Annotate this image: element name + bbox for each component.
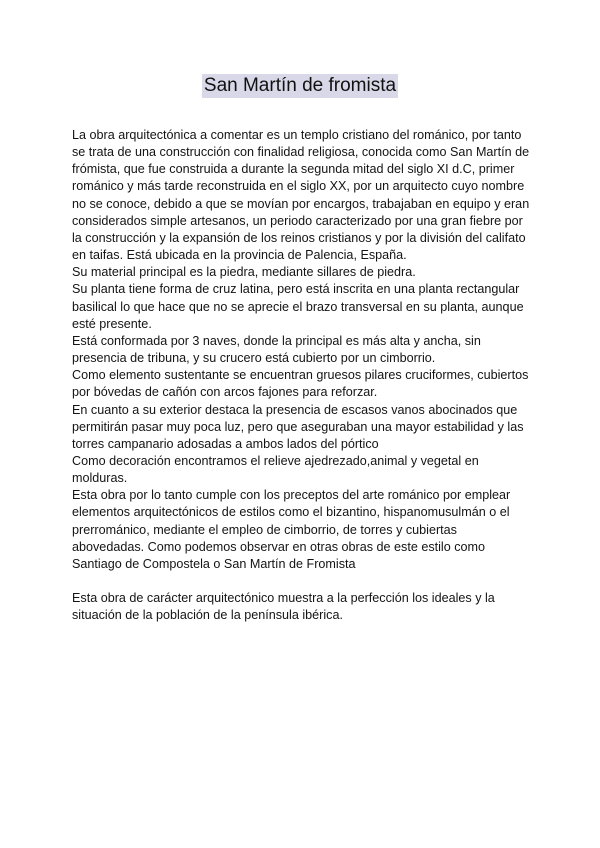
paragraph-decoracion: Como decoración encontramos el relieve ajedrezado,animal y vegetal en molduras.: [72, 453, 479, 486]
paragraph-naves: Está conformada por 3 naves, donde la principal es más alta y ancha, sin presencia de tribuna, y su crucero está cubierto por un cimborrio.: [72, 333, 481, 366]
paragraph-closing: Esta obra de carácter arquitectónico muestra a la perfección los ideales y la situación de la población de la península ibérica.: [72, 591, 495, 623]
paragraph-spacer: [72, 573, 532, 590]
paragraph-preceptos: Esta obra por lo tanto cumple con los preceptos del arte románico por emplear elementos arquitectónicos de estilos como el bizantino, hispanomusulmán o el prerrománico, mediante el empleo de cimborrio, de torres y cubiertas abovedadas. Como podemos observar en otras obras de este estilo como Santiago de Compostela o San Martín de Fromista: [72, 488, 511, 571]
paragraph-sustentante: Como elemento sustentante se encuentran gruesos pilares cruciformes, cubiertos por bóvedas de cañón con arcos fajones para reforzar.: [72, 368, 529, 400]
paragraph-exterior: En cuanto a su exterior destaca la presencia de escasos vanos abocinados que permitirán pasar muy poca luz, pero que aseguraban una mayor estabilidad y las torres campanario adosadas a ambos lados del pórtico: [72, 402, 524, 451]
paragraph-material: Su material principal es la piedra, mediante sillares de piedra.: [72, 265, 416, 280]
title-container: [0, 74, 600, 98]
paragraph-intro: La obra arquitectónica a comentar es un templo cristiano del románico, por tanto se trata de una construcción con finalidad religiosa, conocida como San Martín de frómista, que fue construida a durante la segunda mitad del siglo XI d.C, primer románico y más tarde reconstruida en el siglo XX, por un arquitecto cuyo nombre no se conoce, debido a que se movían por encargos, trabajaban en equipo y eran considerados simple artesanos, un periodo caracterizado por una gran fiebre por la construcción y la expansión de los reinos cristianos y por la división del califato en taifas. Está ubicada en la provincia de Palencia, España.: [72, 128, 530, 263]
paragraph-planta: Su planta tiene forma de cruz latina, pero está inscrita en una planta rectangular basilical lo que hace que no se aprecie el brazo transversal en su planta, aunque esté presente.: [72, 282, 524, 331]
document-title: San Martín de fromista: [203, 75, 397, 96]
document-body: [72, 127, 532, 624]
